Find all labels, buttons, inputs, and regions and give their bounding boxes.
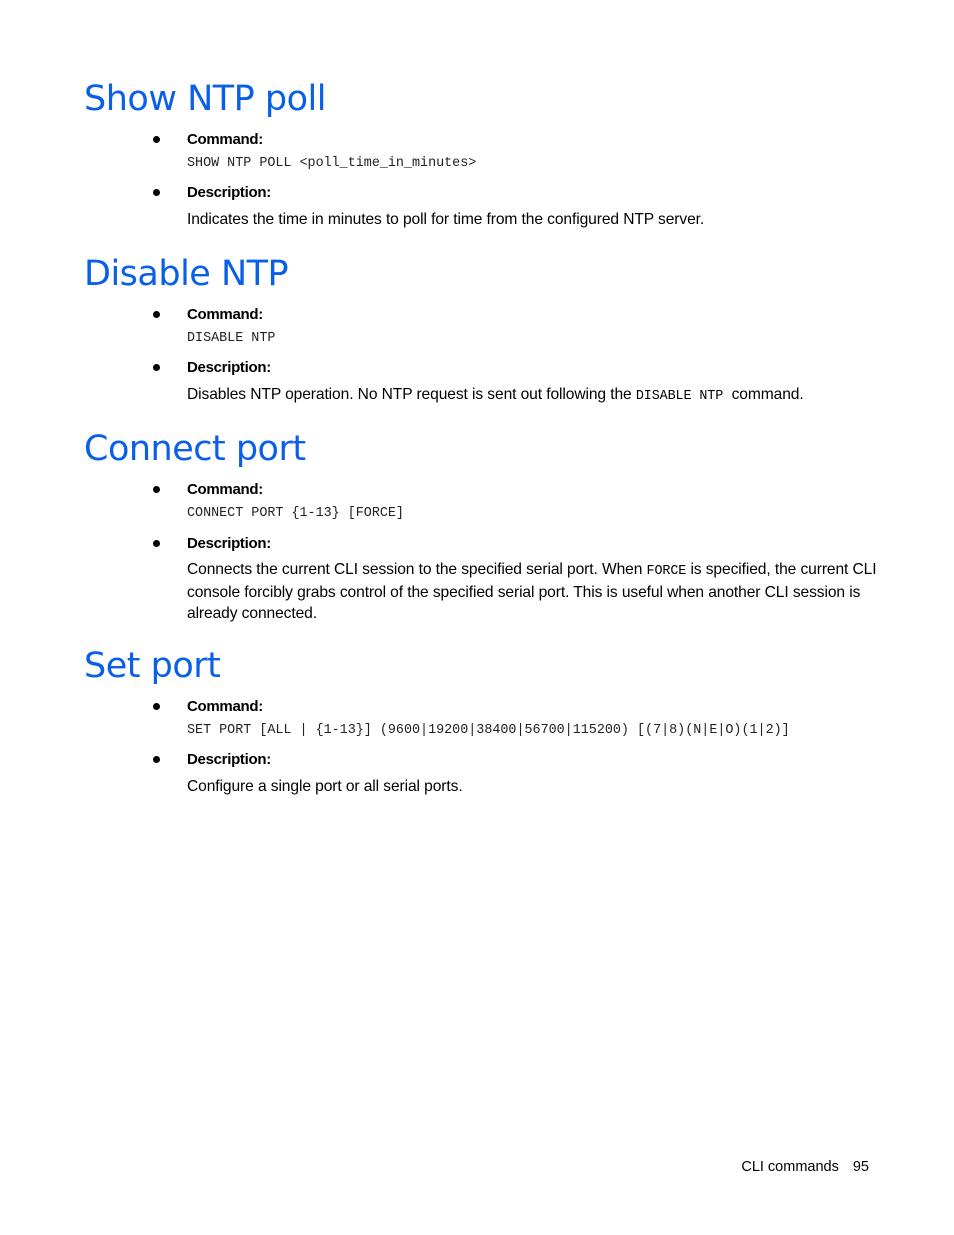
bullet-icon [153, 703, 160, 710]
description-text: Configure a single port or all serial ports. [187, 778, 463, 795]
bullet-icon [153, 311, 160, 318]
command-label: Command: [187, 481, 263, 498]
bullet-icon [153, 364, 160, 371]
page-number: 95 [852, 1159, 869, 1175]
description-text-start: Disables NTP operation. No NTP request is sent out following the [187, 386, 632, 403]
description-text-end: is specified, the current CLI console forcibly grabs control of the specified serial port. This is useful when another CLI session is already connected. [187, 561, 877, 622]
heading-connect-port: Connect port [84, 429, 306, 469]
heading-show-ntp-poll: Show NTP poll [84, 79, 326, 119]
command-syntax: CONNECT PORT {1-13} [FORCE] [187, 506, 404, 521]
description-text [187, 384, 877, 407]
page-footer [741, 1157, 869, 1177]
description-label: Description: [187, 359, 271, 376]
description-text-end: command. [731, 386, 804, 403]
command-label: Command: [187, 131, 263, 148]
footer-section-title: CLI commands [741, 1159, 839, 1175]
bullet-icon [153, 756, 160, 763]
description-label: Description: [187, 535, 271, 552]
bullet-icon [153, 486, 160, 493]
inline-code: DISABLE NTP [635, 389, 724, 404]
bullet-icon [153, 189, 160, 196]
heading-disable-ntp: Disable NTP [84, 254, 289, 294]
command-syntax: SHOW NTP POLL <poll_time_in_minutes> [187, 156, 477, 171]
heading-set-port: Set port [84, 646, 221, 686]
bullet-icon [153, 136, 160, 143]
command-label: Command: [187, 698, 263, 715]
description-label: Description: [187, 184, 271, 201]
inline-code: FORCE [646, 564, 687, 579]
description-text [187, 559, 877, 624]
command-syntax: DISABLE NTP [187, 331, 276, 346]
description-text-start: Connects the current CLI session to the specified serial port. When [187, 561, 643, 578]
command-label: Command: [187, 306, 263, 323]
bullet-icon [153, 540, 160, 547]
description-label: Description: [187, 751, 271, 768]
description-text: Indicates the time in minutes to poll for time from the configured NTP server. [187, 211, 705, 228]
command-syntax: SET PORT [ALL | {1-13}] (9600|19200|38400|56700|115200) [(7|8)(N|E|O)(1|2)] [187, 723, 790, 738]
